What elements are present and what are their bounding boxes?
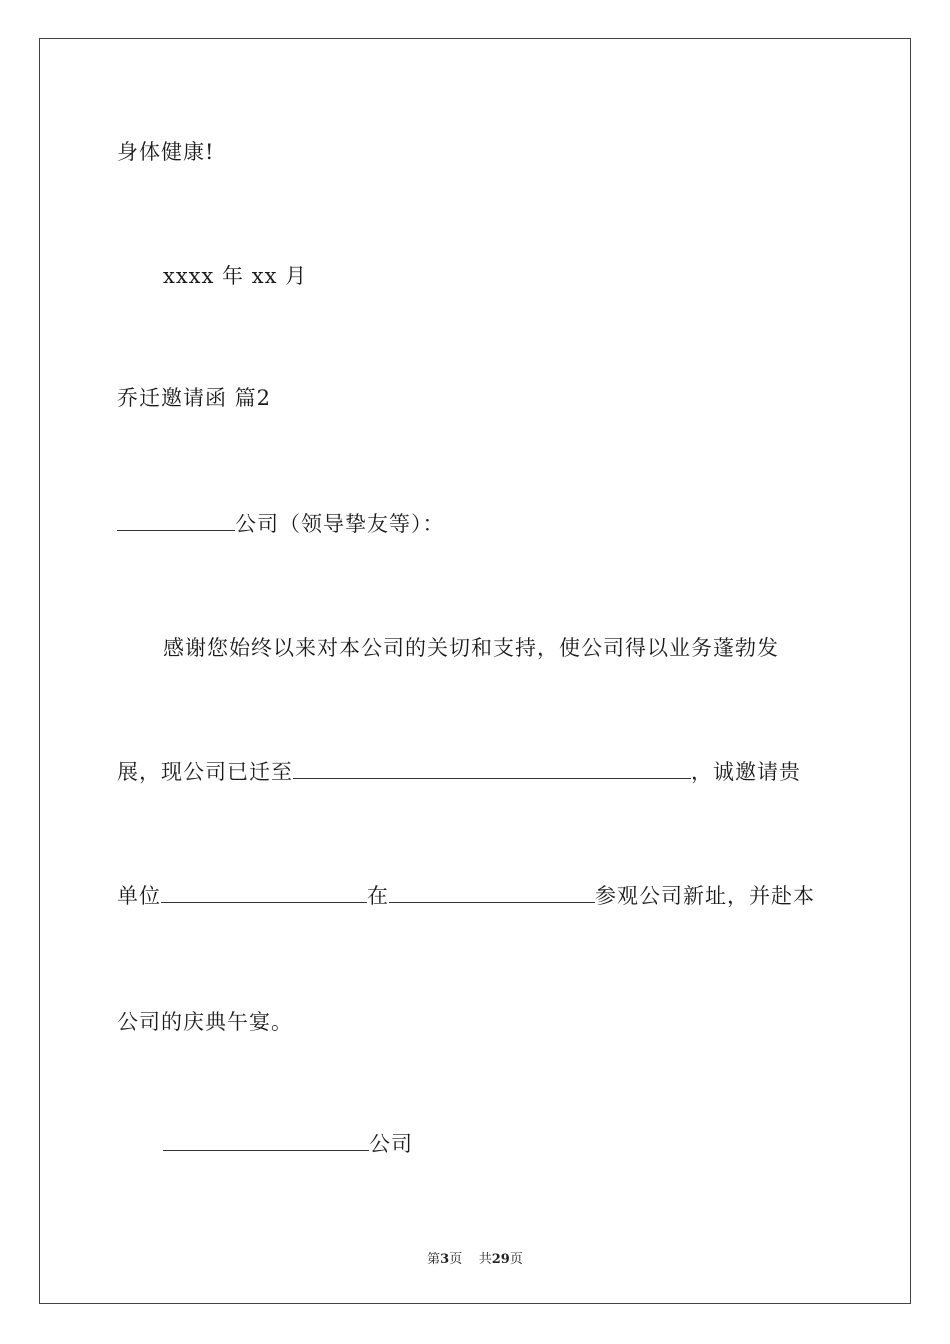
blank-address <box>293 758 691 779</box>
signature-line <box>163 1130 413 1158</box>
body-text-e: 参观公司新址，并赴本 <box>595 884 815 908</box>
body-text-b: ，诚邀请贵 <box>691 760 801 784</box>
salutation-line <box>117 510 445 538</box>
body-paragraph-line-2 <box>117 758 801 786</box>
section-title: 乔迁邀请函 篇2 <box>117 386 272 410</box>
blank-date <box>161 882 367 903</box>
body-paragraph-line-1: 感谢您始终以来对本公司的关切和支持，使公司得以业务蓬勃发 <box>163 636 779 660</box>
page-footer: 第3页 共29页 <box>427 1252 523 1267</box>
blank-time <box>389 882 595 903</box>
total-pages: 29 <box>491 1252 510 1267</box>
date-line: xxxx 年 xx 月 <box>163 264 308 288</box>
salutation-text: 公司（领导挚友等）： <box>235 512 445 536</box>
page-border <box>39 38 911 1304</box>
body-paragraph-line-3 <box>117 882 815 910</box>
signature-text: 公司 <box>369 1132 413 1156</box>
blank-company-name <box>117 510 235 531</box>
page-number: 3 <box>440 1252 450 1267</box>
blank-signature-company <box>163 1130 369 1151</box>
body-text-c: 单位 <box>117 884 161 908</box>
closing-line: 身体健康! <box>117 140 215 164</box>
body-text-a: 展，现公司已迁至 <box>117 760 293 784</box>
body-paragraph-line-4: 公司的庆典午宴。 <box>117 1010 293 1034</box>
body-text-d: 在 <box>367 884 389 908</box>
